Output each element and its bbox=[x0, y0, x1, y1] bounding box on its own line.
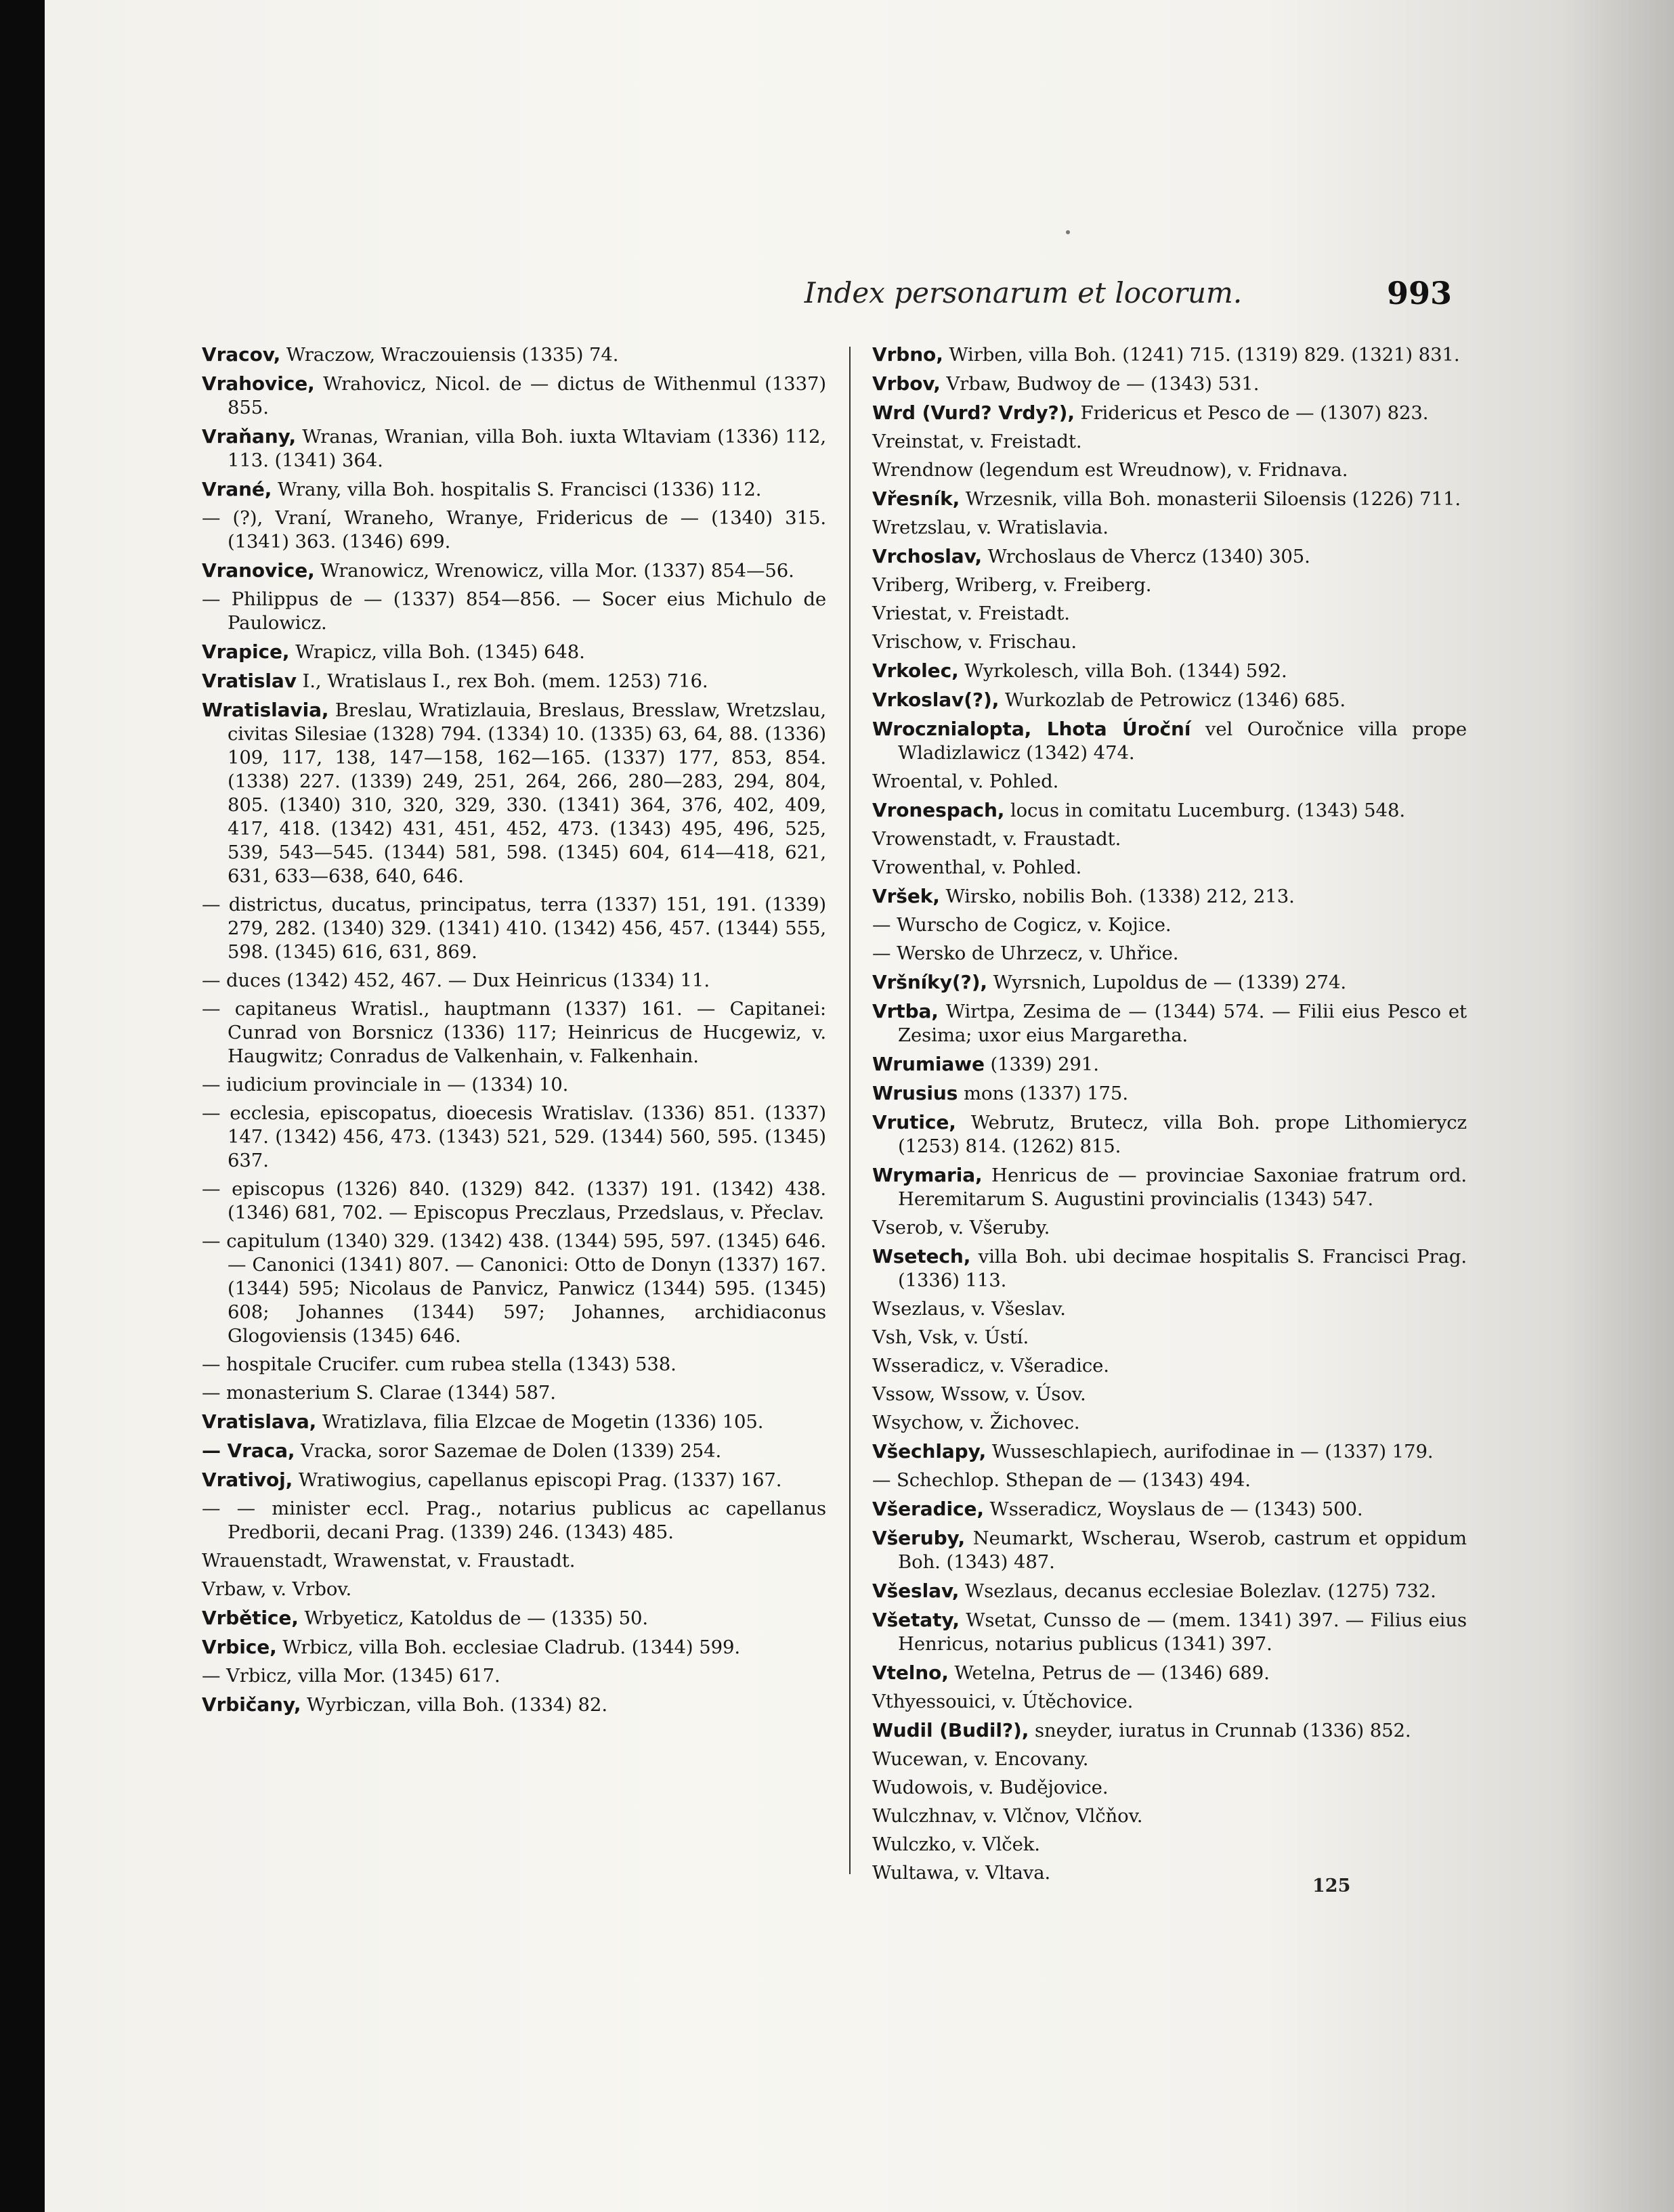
entry-text: — iudicium provinciale in — (1334) 10. bbox=[202, 1074, 569, 1096]
index-entry bbox=[872, 1718, 1467, 1743]
index-entry bbox=[872, 516, 1467, 540]
entry-headword: Vratislav bbox=[202, 670, 297, 692]
entry-text: Vrowenthal, v. Pohled. bbox=[872, 856, 1082, 878]
entry-text: Wrapicz, villa Boh. (1345) 648. bbox=[289, 641, 585, 663]
entry-text: — ecclesia, episcopatus, dioecesis Wratislav. (1336) 851. (1337) 147. (1342) 456, 473. (1343) 521, 529. (1344) 560, 595. (1345) 637. bbox=[202, 1102, 826, 1171]
entry-text: Wyrbiczan, villa Boh. (1334) 82. bbox=[301, 1694, 607, 1716]
index-entry bbox=[872, 717, 1467, 765]
entry-text: — Schechlop. Sthepan de — (1343) 494. bbox=[872, 1469, 1251, 1491]
entry-text: — districtus, ducatus, principatus, terra (1337) 151, 191. (1339) 279, 282. (1340) 329. (1341) 410. (1342) 456, 457. (1344) 555, 598. (1345) 616, 631, 869. bbox=[202, 894, 826, 963]
entry-headword: Vrkoslav(?), bbox=[872, 689, 1000, 711]
entry-headword: Vrbice, bbox=[202, 1636, 277, 1658]
index-entry bbox=[872, 1748, 1467, 1771]
entry-text: Wirtpa, Zesima de — (1344) 574. — Filii eius Pesco et Zesima; uxor eius Margaretha. bbox=[898, 1001, 1467, 1046]
index-entry bbox=[202, 1177, 826, 1225]
entry-text: Wyrsnich, Lupoldus de — (1339) 274. bbox=[987, 972, 1346, 993]
entry-headword: Všeradice, bbox=[872, 1498, 984, 1520]
entry-text: Wsezlaus, decanus ecclesiae Bolezlav. (1275) 732. bbox=[959, 1580, 1436, 1602]
entry-text: — Wersko de Uhrzecz, v. Uhřice. bbox=[872, 942, 1179, 964]
index-entry bbox=[872, 573, 1467, 597]
index-entry bbox=[202, 969, 826, 993]
entry-headword: Wratislavia, bbox=[202, 699, 329, 721]
entry-text: Wrauenstadt, Wrawenstat, v. Fraustadt. bbox=[202, 1550, 576, 1571]
entry-headword: Vrbno, bbox=[872, 343, 943, 366]
index-entry bbox=[872, 602, 1467, 626]
entry-text: — episcopus (1326) 840. (1329) 842. (1337) 191. (1342) 438. (1346) 681, 702. — Episcopus Preczlaus, Przedslaus, v. Přeclav. bbox=[202, 1178, 826, 1223]
index-entry bbox=[202, 559, 826, 583]
entry-headword: Všeruby, bbox=[872, 1527, 966, 1549]
entry-text: mons (1337) 175. bbox=[958, 1083, 1128, 1104]
entry-text: Wrahovicz, Nicol. de — dictus de Withenmul (1337) 855. bbox=[228, 373, 826, 418]
index-entry bbox=[872, 1497, 1467, 1521]
index-entry bbox=[202, 1578, 826, 1601]
entry-text: — monasterium S. Clarae (1344) 587. bbox=[202, 1382, 556, 1404]
index-entry bbox=[202, 1468, 826, 1492]
index-entry bbox=[872, 372, 1467, 396]
index-entry bbox=[872, 1661, 1467, 1685]
entry-text: Fridericus et Pesco de — (1307) 823. bbox=[1074, 402, 1429, 424]
entry-text: (1339) 291. bbox=[984, 1054, 1099, 1075]
entry-headword: Wrd (Vurd? Vrdy?), bbox=[872, 402, 1075, 424]
index-entry bbox=[202, 1635, 826, 1660]
entry-headword: Vrativoj, bbox=[202, 1469, 293, 1491]
entry-text: Wrzesnik, villa Boh. monasterii Siloensis (1226) 711. bbox=[960, 488, 1461, 510]
index-entry bbox=[872, 1861, 1467, 1885]
index-entry bbox=[202, 640, 826, 664]
entry-headword: Vrchoslav, bbox=[872, 545, 983, 567]
entry-text: — Wurscho de Cogicz, v. Kojice. bbox=[872, 914, 1172, 936]
entry-headword: Wrymaria, bbox=[872, 1164, 983, 1186]
entry-headword: Vrbov, bbox=[872, 372, 941, 395]
index-entry bbox=[872, 1833, 1467, 1857]
entry-text: Wetelna, Petrus de — (1346) 689. bbox=[948, 1662, 1270, 1684]
running-head: Index personarum et locorum. bbox=[804, 276, 1243, 309]
entry-headword: Vřesník, bbox=[872, 487, 960, 510]
entry-headword: Wrumiawe bbox=[872, 1053, 985, 1075]
entry-text: Wulczko, v. Vlček. bbox=[872, 1834, 1040, 1855]
index-entry bbox=[202, 372, 826, 420]
index-entry bbox=[872, 544, 1467, 569]
entry-text: Wsseradicz, v. Všeradice. bbox=[872, 1355, 1109, 1376]
entry-headword: Wudil (Budil?), bbox=[872, 1719, 1029, 1741]
entry-headword: Všetaty, bbox=[872, 1609, 960, 1631]
index-entry bbox=[872, 999, 1467, 1047]
entry-text: Wudowois, v. Budějovice. bbox=[872, 1777, 1109, 1798]
index-entry bbox=[202, 1549, 826, 1573]
entry-headword: Vraňany, bbox=[202, 425, 297, 448]
signature-mark: 125 bbox=[1312, 1875, 1351, 1896]
entry-text: Vracka, soror Sazemae de Dolen (1339) 254. bbox=[295, 1440, 722, 1462]
entry-text: vel Ouročnice villa prope Wladizlawicz (1342) 474. bbox=[898, 718, 1467, 764]
index-entry bbox=[872, 1110, 1467, 1158]
index-entry bbox=[872, 1216, 1467, 1240]
entry-text: Wirsko, nobilis Boh. (1338) 212, 213. bbox=[939, 886, 1295, 907]
index-entry bbox=[872, 688, 1467, 712]
index-entry bbox=[872, 1163, 1467, 1211]
index-entry bbox=[872, 1690, 1467, 1714]
entry-text: Wraczow, Wraczouiensis (1335) 74. bbox=[280, 344, 619, 366]
index-entry bbox=[872, 1439, 1467, 1464]
index-entry bbox=[202, 698, 826, 888]
index-entry bbox=[872, 970, 1467, 995]
index-entry bbox=[202, 1410, 826, 1434]
entry-text: Wusseschlapiech, aurifodinae in — (1337) 179. bbox=[986, 1441, 1434, 1462]
entry-text: Vrischow, v. Frischau. bbox=[872, 631, 1077, 653]
index-entry bbox=[872, 1776, 1467, 1800]
entry-headword: Wsetech, bbox=[872, 1245, 971, 1267]
entry-text: Vriestat, v. Freistadt. bbox=[872, 603, 1070, 624]
entry-headword: Vrtba, bbox=[872, 1000, 939, 1022]
index-entry bbox=[872, 487, 1467, 511]
entry-text: Vrowenstadt, v. Fraustadt. bbox=[872, 828, 1121, 850]
entry-text: villa Boh. ubi decimae hospitalis S. Francisci Prag. (1336) 113. bbox=[898, 1246, 1467, 1291]
entry-text: Wrbyeticz, Katoldus de — (1335) 50. bbox=[298, 1607, 649, 1629]
index-entry bbox=[202, 1230, 826, 1348]
column-rule bbox=[849, 347, 851, 1874]
index-entry bbox=[202, 588, 826, 635]
index-entry bbox=[872, 430, 1467, 454]
entry-headword: Vtelno, bbox=[872, 1662, 949, 1684]
index-entry bbox=[202, 506, 826, 554]
index-entry bbox=[202, 669, 826, 693]
entry-text: locus in comitatu Lucemburg. (1343) 548. bbox=[1004, 800, 1405, 821]
entry-text: Wratiwogius, capellanus episcopi Prag. (1337) 167. bbox=[293, 1469, 782, 1491]
entry-headword: Vratislava, bbox=[202, 1410, 317, 1433]
index-entry bbox=[872, 942, 1467, 966]
index-entry bbox=[202, 343, 826, 367]
index-entry bbox=[872, 1326, 1467, 1349]
entry-text: Wranas, Wranian, villa Boh. iuxta Wltaviam (1336) 112, 113. (1341) 364. bbox=[228, 426, 826, 471]
entry-headword: Všechlapy, bbox=[872, 1440, 987, 1462]
entry-headword: Vrahovice, bbox=[202, 372, 315, 395]
entry-text: — Vrbicz, villa Mor. (1345) 617. bbox=[202, 1665, 500, 1687]
entry-headword: Vršek, bbox=[872, 885, 940, 907]
index-entry bbox=[872, 798, 1467, 823]
entry-headword: Všeslav, bbox=[872, 1580, 960, 1602]
index-entry bbox=[872, 659, 1467, 683]
entry-text: Wretzslau, v. Wratislavia. bbox=[872, 517, 1109, 538]
entry-text: Vrbaw, Budwoy de — (1343) 531. bbox=[940, 373, 1260, 395]
index-entry bbox=[202, 1381, 826, 1405]
index-entry bbox=[872, 1526, 1467, 1574]
entry-text: Vriberg, Wriberg, v. Freiberg. bbox=[872, 574, 1152, 596]
entry-text: Wrany, villa Boh. hospitalis S. Francisci (1336) 112. bbox=[272, 479, 762, 500]
index-entry bbox=[872, 1608, 1467, 1656]
entry-text: — duces (1342) 452, 467. — Dux Heinricus (1334) 11. bbox=[202, 970, 710, 991]
index-entry bbox=[202, 1606, 826, 1630]
entry-text: Wyrkolesch, villa Boh. (1344) 592. bbox=[958, 660, 1287, 682]
index-entry bbox=[872, 913, 1467, 937]
page-number: 993 bbox=[1387, 275, 1453, 311]
entry-text: Wirben, villa Boh. (1241) 715. (1319) 829. (1321) 831. bbox=[943, 344, 1460, 366]
entry-text: Wultawa, v. Vltava. bbox=[872, 1862, 1051, 1884]
index-entry bbox=[202, 997, 826, 1068]
entry-text: Vreinstat, v. Freistadt. bbox=[872, 431, 1082, 452]
index-entry bbox=[202, 1664, 826, 1688]
entry-headword: Vršníky(?), bbox=[872, 971, 987, 993]
index-column-right bbox=[872, 343, 1467, 1890]
index-entry bbox=[872, 630, 1467, 654]
entry-text: Wranowicz, Wrenowicz, villa Mor. (1337) 854—56. bbox=[314, 560, 794, 582]
index-column-left bbox=[202, 343, 826, 1722]
entry-text: Vthyessouici, v. Útěchovice. bbox=[872, 1691, 1134, 1712]
entry-headword: Wrusius bbox=[872, 1082, 958, 1104]
entry-text: Wrendnow (legendum est Wreudnow), v. Fridnava. bbox=[872, 459, 1348, 481]
entry-text: Neumarkt, Wscherau, Wserob, castrum et oppidum Boh. (1343) 487. bbox=[898, 1527, 1467, 1573]
index-entry bbox=[872, 856, 1467, 880]
entry-headword: Vrané, bbox=[202, 478, 272, 500]
index-entry bbox=[872, 1244, 1467, 1293]
index-entry bbox=[202, 1439, 826, 1463]
index-entry bbox=[202, 1102, 826, 1173]
index-entry bbox=[872, 1383, 1467, 1406]
entry-text: Wroental, v. Pohled. bbox=[872, 771, 1059, 792]
index-entry bbox=[202, 1693, 826, 1717]
index-entry bbox=[202, 893, 826, 964]
scanned-page bbox=[45, 0, 1674, 2212]
entry-text: Wsychow, v. Žichovec. bbox=[872, 1412, 1080, 1433]
entry-headword: Vrbičany, bbox=[202, 1693, 301, 1716]
index-entry bbox=[872, 884, 1467, 909]
entry-text: Wrbicz, villa Boh. ecclesiae Cladrub. (1344) 599. bbox=[276, 1636, 741, 1658]
entry-text: Wsezlaus, v. Všeslav. bbox=[872, 1298, 1066, 1320]
index-entry bbox=[872, 1579, 1467, 1603]
entry-text: Wratizlava, filia Elzcae de Mogetin (1336) 105. bbox=[316, 1411, 764, 1433]
entry-headword: Vranovice, bbox=[202, 559, 315, 582]
entry-headword: Wrocznialopta, Lhota Úroční bbox=[872, 718, 1191, 740]
index-entry bbox=[872, 1052, 1467, 1077]
entry-text: Wsseradicz, Woyslaus de — (1343) 500. bbox=[983, 1498, 1363, 1520]
entry-text: — capitaneus Wratisl., hauptmann (1337) 161. — Capitanei: Cunrad von Borsnicz (1336) 117; Heinricus de Hucgewiz, v. Haugwitz; Conradus de Valkenhain, v. Falkenhain. bbox=[202, 998, 826, 1067]
entry-headword: Vrkolec, bbox=[872, 659, 959, 682]
entry-text: Vserob, v. Všeruby. bbox=[872, 1217, 1050, 1238]
entry-text: Wrchoslaus de Vhercz (1340) 305. bbox=[982, 546, 1310, 567]
entry-headword: — Vraca, bbox=[202, 1439, 295, 1462]
entry-text: Webrutz, Brutecz, villa Boh. prope Lithomierycz (1253) 814. (1262) 815. bbox=[898, 1112, 1467, 1157]
entry-headword: Vronespach, bbox=[872, 799, 1005, 821]
entry-text: — capitulum (1340) 329. (1342) 438. (1344) 595, 597. (1345) 646. — Canonici (1341) 807. — Canonici: Otto de Donyn (1337) 167. (1344) 595; Nicolaus de Panvicz, Panwicz (1344) 595. (1345) 608; Johannes (1344) 597; Johannes, archidiaconus Glogoviensis (1345) 646. bbox=[202, 1230, 826, 1347]
entry-text: Breslau, Wratizlauia, Breslaus, Bresslaw, Wretzslau, civitas Silesiae (1328) 794. (1334) 10. (1335) 63, 64, 88. (1336) 109, 117, 138, 147—158, 162—165. (1337) 177, 853, 854. (1338) 227. (1339) 249, 251, 264, 266, 280—283, 294, 804, 805. (1340) 310, 320, 329, 330. (1341) 364, 376, 402, 409, 417, 418. (1342) 431, 451, 452, 473. (1343) 495, 496, 525, 539, 543—545. (1344) 581, 598. (1345) 604, 614—418, 621, 631, 633—638, 640, 646. bbox=[228, 699, 826, 887]
index-entry bbox=[872, 1411, 1467, 1435]
entry-text: Wucewan, v. Encovany. bbox=[872, 1748, 1089, 1770]
entry-headword: Vracov, bbox=[202, 343, 281, 366]
index-entry bbox=[872, 770, 1467, 794]
entry-text: Henricus de — provinciae Saxoniae fratrum ord. Heremitarum S. Augustini provincialis (1343) 547. bbox=[898, 1165, 1467, 1210]
index-entry bbox=[872, 1297, 1467, 1321]
index-entry bbox=[202, 1353, 826, 1376]
paper-speck bbox=[1066, 230, 1070, 234]
entry-text: Vrbaw, v. Vrbov. bbox=[202, 1578, 352, 1600]
index-entry bbox=[202, 1073, 826, 1097]
entry-headword: Vrbětice, bbox=[202, 1607, 299, 1629]
index-entry bbox=[872, 1469, 1467, 1492]
entry-headword: Vrutice, bbox=[872, 1111, 956, 1133]
index-entry bbox=[872, 401, 1467, 425]
entry-headword: Vrapice, bbox=[202, 641, 290, 663]
index-entry bbox=[872, 827, 1467, 851]
entry-text: Wsetat, Cunsso de — (mem. 1341) 397. — Filius eius Henricus, notarius publicus (1341) 397. bbox=[898, 1609, 1467, 1655]
entry-text: Wulczhnav, v. Vlčnov, Vlčňov. bbox=[872, 1805, 1143, 1827]
entry-text: I., Wratislaus I., rex Boh. (mem. 1253) 716. bbox=[296, 670, 708, 692]
entry-text: — Philippus de — (1337) 854—856. — Socer eius Michulo de Paulowicz. bbox=[202, 588, 826, 634]
index-entry bbox=[202, 425, 826, 473]
entry-text: Vsh, Vsk, v. Ústí. bbox=[872, 1326, 1029, 1348]
entry-text: Wurkozlab de Petrowicz (1346) 685. bbox=[999, 689, 1346, 711]
index-entry bbox=[872, 1804, 1467, 1828]
entry-text: — hospitale Crucifer. cum rubea stella (1343) 538. bbox=[202, 1353, 677, 1375]
index-entry bbox=[872, 343, 1467, 367]
index-entry bbox=[202, 477, 826, 502]
index-entry bbox=[872, 1081, 1467, 1106]
entry-text: — — minister eccl. Prag., notarius publicus ac capellanus Predborii, decani Prag. (1339) 246. (1343) 485. bbox=[202, 1498, 826, 1543]
entry-text: — (?), Vraní, Wraneho, Wranye, Fridericus de — (1340) 315. (1341) 363. (1346) 699. bbox=[202, 507, 826, 552]
entry-text: Vssow, Wssow, v. Úsov. bbox=[872, 1383, 1086, 1405]
index-entry bbox=[872, 458, 1467, 482]
index-entry bbox=[872, 1354, 1467, 1378]
index-entry bbox=[202, 1497, 826, 1544]
entry-text: sneyder, iuratus in Crunnab (1336) 852. bbox=[1029, 1720, 1411, 1741]
